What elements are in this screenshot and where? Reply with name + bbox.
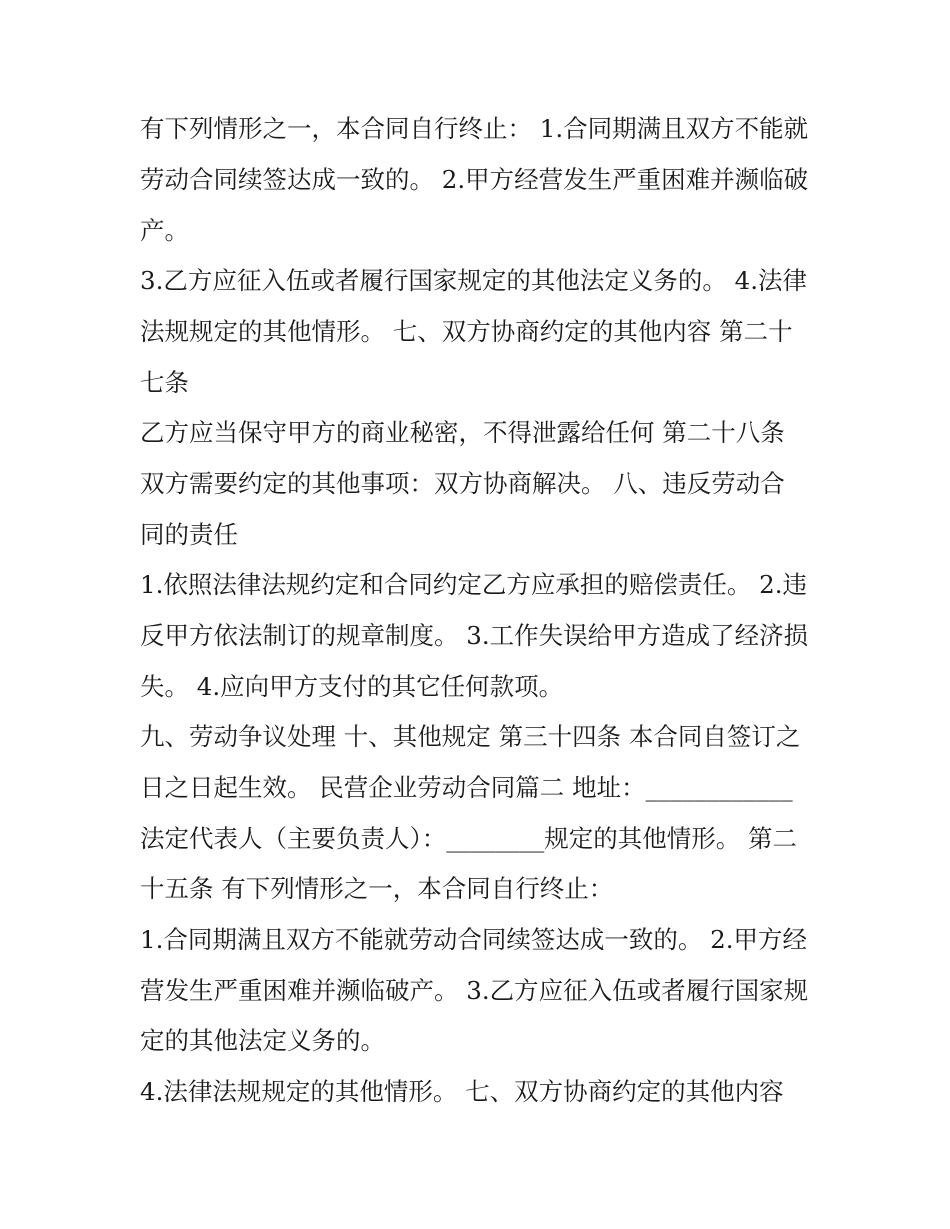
- text-line: 定的其他法定义务的。: [140, 1026, 385, 1055]
- text-line: 失。 4.应向甲方支付的其它任何款项。: [140, 672, 564, 701]
- text-line: 1.依照法律法规约定和合同约定乙方应承担的赔偿责任。 2.违: [140, 570, 808, 599]
- text-line: 反甲方依法制订的规章制度。 3.工作失误给甲方造成了经济损: [140, 621, 809, 650]
- text-line: 产。: [140, 216, 189, 245]
- text-line: 十五条 有下列情形之一，本合同自行终止：: [140, 874, 614, 903]
- text-line: 劳动合同续签达成一致的。 2.甲方经营发生严重困难并濒临破: [140, 165, 809, 194]
- text-line: 有下列情形之一，本合同自行终止： 1.合同期满且双方不能就: [140, 114, 809, 143]
- text-line: 同的责任: [140, 520, 238, 549]
- text-line: 1.合同期满且双方不能就劳动合同续签达成一致的。 2.甲方经: [140, 925, 808, 954]
- text-line: 七条: [140, 368, 189, 397]
- text-line: 九、劳动争议处理 十、其他规定 第三十四条 本合同自签订之: [140, 722, 801, 751]
- text-line: 法定代表人（主要负责人）：________规定的其他情形。 第二: [140, 824, 798, 853]
- text-line: 法规规定的其他情形。 七、双方协商约定的其他内容 第二十: [140, 317, 793, 346]
- text-line: 双方需要约定的其他事项：双方协商解决。 八、违反劳动合: [140, 469, 785, 498]
- text-line: 3.乙方应征入伍或者履行国家规定的其他法定义务的。 4.法律: [140, 266, 808, 295]
- text-line: 日之日起生效。 民营企业劳动合同篇二 地址：____________: [140, 773, 793, 802]
- text-line: 乙方应当保守甲方的商业秘密，不得泄露给任何 第二十八条: [140, 418, 785, 447]
- text-line: 4.法律法规规定的其他情形。 七、双方协商约定的其他内容: [140, 1077, 784, 1106]
- text-line: 营发生严重困难并濒临破产。 3.乙方应征入伍或者履行国家规: [140, 976, 809, 1005]
